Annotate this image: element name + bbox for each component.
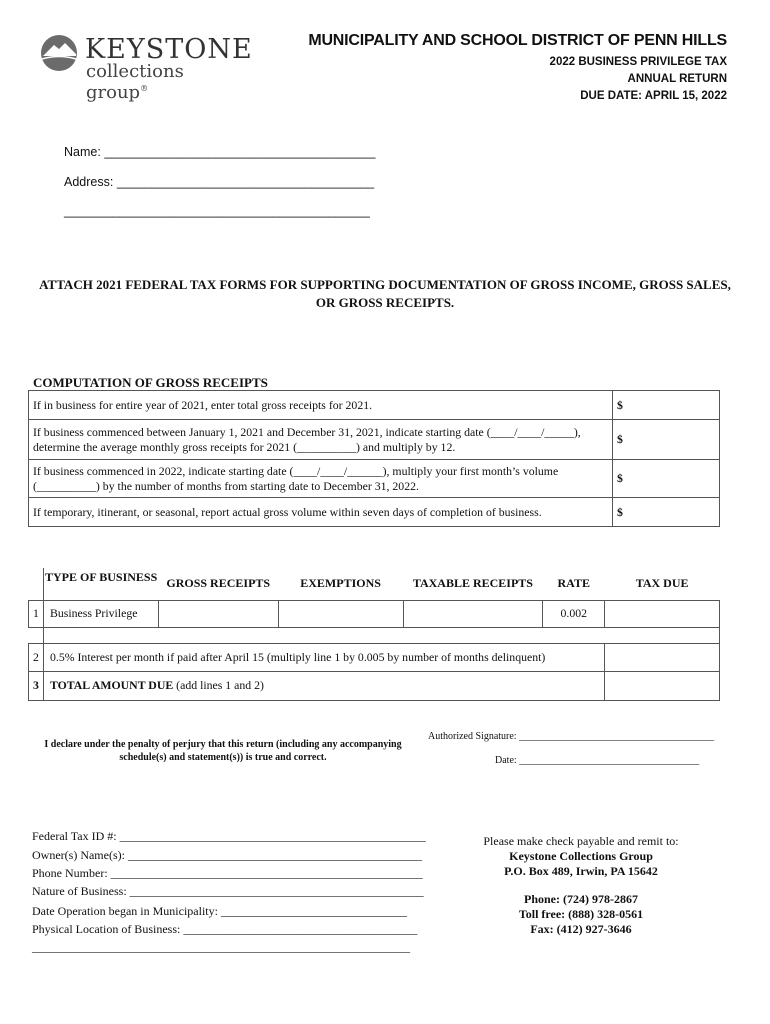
computation-title: COMPUTATION OF GROSS RECEIPTS xyxy=(33,375,268,390)
computation-row-text: If business commenced between January 1, 2021 and December 31, 2021, indicate starting date (____/____/_____), determine the average monthly gross receipts for 2021 (__________) and multiply by 12. xyxy=(29,420,613,460)
computation-amount[interactable]: $ xyxy=(613,420,720,460)
taxable-receipts-cell[interactable] xyxy=(403,600,543,627)
remit-phone: Phone: (724) 978-2867 xyxy=(524,892,638,906)
exemptions-header: EXEMPTIONS xyxy=(300,576,381,590)
line-number: 3 xyxy=(29,671,44,700)
computation-row xyxy=(29,498,720,527)
attach-notice: ATTACH 2021 FEDERAL TAX FORMS FOR SUPPORTING DOCUMENTATION OF GROSS INCOME, GROSS SALES, OR GROSS RECEIPTS. xyxy=(39,277,731,310)
physical-location-field[interactable]: Physical Location of Business: _______________________________________ xyxy=(32,922,418,936)
name-label: Name: xyxy=(64,145,101,159)
owner-names-field[interactable]: Owner(s) Name(s): _________________________________________________ xyxy=(32,848,422,862)
rate-cell: 0.002 xyxy=(543,600,605,627)
mountain-logo-icon xyxy=(40,34,78,72)
remit-fax: Fax: (412) 927-3646 xyxy=(530,922,632,936)
total-amount-cell[interactable] xyxy=(605,671,720,700)
logo-name: KEYSTONE xyxy=(85,34,253,65)
gross-receipts-cell[interactable] xyxy=(158,600,278,627)
interest-text: 0.5% Interest per month if paid after April 15 (multiply line 1 by 0.005 by number of months delinquent) xyxy=(43,643,604,671)
remit-intro: Please make check payable and remit to: xyxy=(483,834,679,848)
interest-amount-cell[interactable] xyxy=(605,643,720,671)
address-blank[interactable]: _____________________________________ xyxy=(116,175,375,189)
form-subtitle-tax: 2022 BUSINESS PRIVILEGE TAX xyxy=(549,56,727,68)
physical-location-blank-line2[interactable]: _______________________________________________________________ xyxy=(32,940,410,954)
line-number: 2 xyxy=(29,643,44,671)
tax-due-cell[interactable] xyxy=(605,600,720,627)
signature-date-field[interactable] xyxy=(495,755,699,766)
computation-row xyxy=(29,460,720,498)
date-blank[interactable]: ____________________________________ xyxy=(519,755,700,766)
computation-row-text: If in business for entire year of 2021, enter total gross receipts for 2021. xyxy=(29,391,613,420)
computation-amount[interactable]: $ xyxy=(613,460,720,498)
computation-row-text: If temporary, itinerant, or seasonal, report actual gross volume within seven days of completion of business. xyxy=(29,498,613,527)
tax-due-header: TAX DUE xyxy=(635,576,689,590)
line-number: 1 xyxy=(29,600,44,627)
remit-company: Keystone Collections Group xyxy=(509,849,653,863)
business-type-cell: Business Privilege xyxy=(43,600,158,627)
computation-row-text: If business commenced in 2022, indicate starting date (____/____/______), multiply your first month’s volume (__________) by the number of months from starting date to December 31, 2022. xyxy=(29,460,613,498)
tax-table xyxy=(28,568,720,701)
computation-row xyxy=(29,420,720,460)
exemptions-cell[interactable] xyxy=(278,600,403,627)
taxable-receipts-header: TAXABLE RECEIPTS xyxy=(412,576,533,590)
perjury-declaration: I declare under the penalty of perjury that this return (including any accompanying schedule(s) and statement(s)) is true and correct. xyxy=(44,739,402,763)
due-date: DUE DATE: APRIL 15, 2022 xyxy=(580,90,727,102)
nature-of-business-field[interactable]: Nature of Business: _________________________________________________ xyxy=(32,884,424,898)
date-label: Date: xyxy=(495,755,517,766)
type-of-business-header: TYPE OF BUSINESS xyxy=(43,568,158,600)
address-label: Address: xyxy=(64,175,114,189)
computation-amount[interactable]: $ xyxy=(613,391,720,420)
name-field[interactable] xyxy=(64,145,375,159)
form-subtitle-return: ANNUAL RETURN xyxy=(627,73,727,85)
tax-row-2 xyxy=(29,643,720,671)
tax-row-3 xyxy=(29,671,720,700)
remit-tollfree: Toll free: (888) 328-0561 xyxy=(518,907,644,921)
logo-tagline: collections group® xyxy=(86,61,184,103)
address-blank-line2[interactable]: ____________________________________________ xyxy=(64,204,370,218)
rate-header: RATE xyxy=(557,576,590,590)
tax-spacer-row xyxy=(29,627,720,643)
authorized-signature-field[interactable] xyxy=(428,731,714,742)
phone-number-field[interactable]: Phone Number: ____________________________________________________ xyxy=(32,866,423,880)
computation-row xyxy=(29,391,720,420)
remit-address: P.O. Box 489, Irwin, PA 15642 xyxy=(504,864,658,878)
signature-label: Authorized Signature: xyxy=(428,731,517,742)
tax-table-header xyxy=(29,568,720,600)
computation-amount[interactable]: $ xyxy=(613,498,720,527)
keystone-logo xyxy=(40,34,253,103)
name-blank[interactable]: _______________________________________ xyxy=(104,145,376,159)
total-label-cell: TOTAL AMOUNT DUE (add lines 1 and 2) xyxy=(43,671,604,700)
computation-table xyxy=(28,390,720,527)
form-title: MUNICIPALITY AND SCHOOL DISTRICT OF PENN HILLS xyxy=(308,32,727,49)
signature-blank[interactable]: _______________________________________ xyxy=(519,731,715,742)
address-field[interactable] xyxy=(64,175,374,189)
gross-receipts-header: GROSS RECEIPTS xyxy=(166,576,271,590)
tax-row-1 xyxy=(29,600,720,627)
date-operation-began-field[interactable]: Date Operation began in Municipality: _______________________________ xyxy=(32,904,407,918)
federal-tax-id-field[interactable]: Federal Tax ID #: ___________________________________________________ xyxy=(32,829,426,843)
